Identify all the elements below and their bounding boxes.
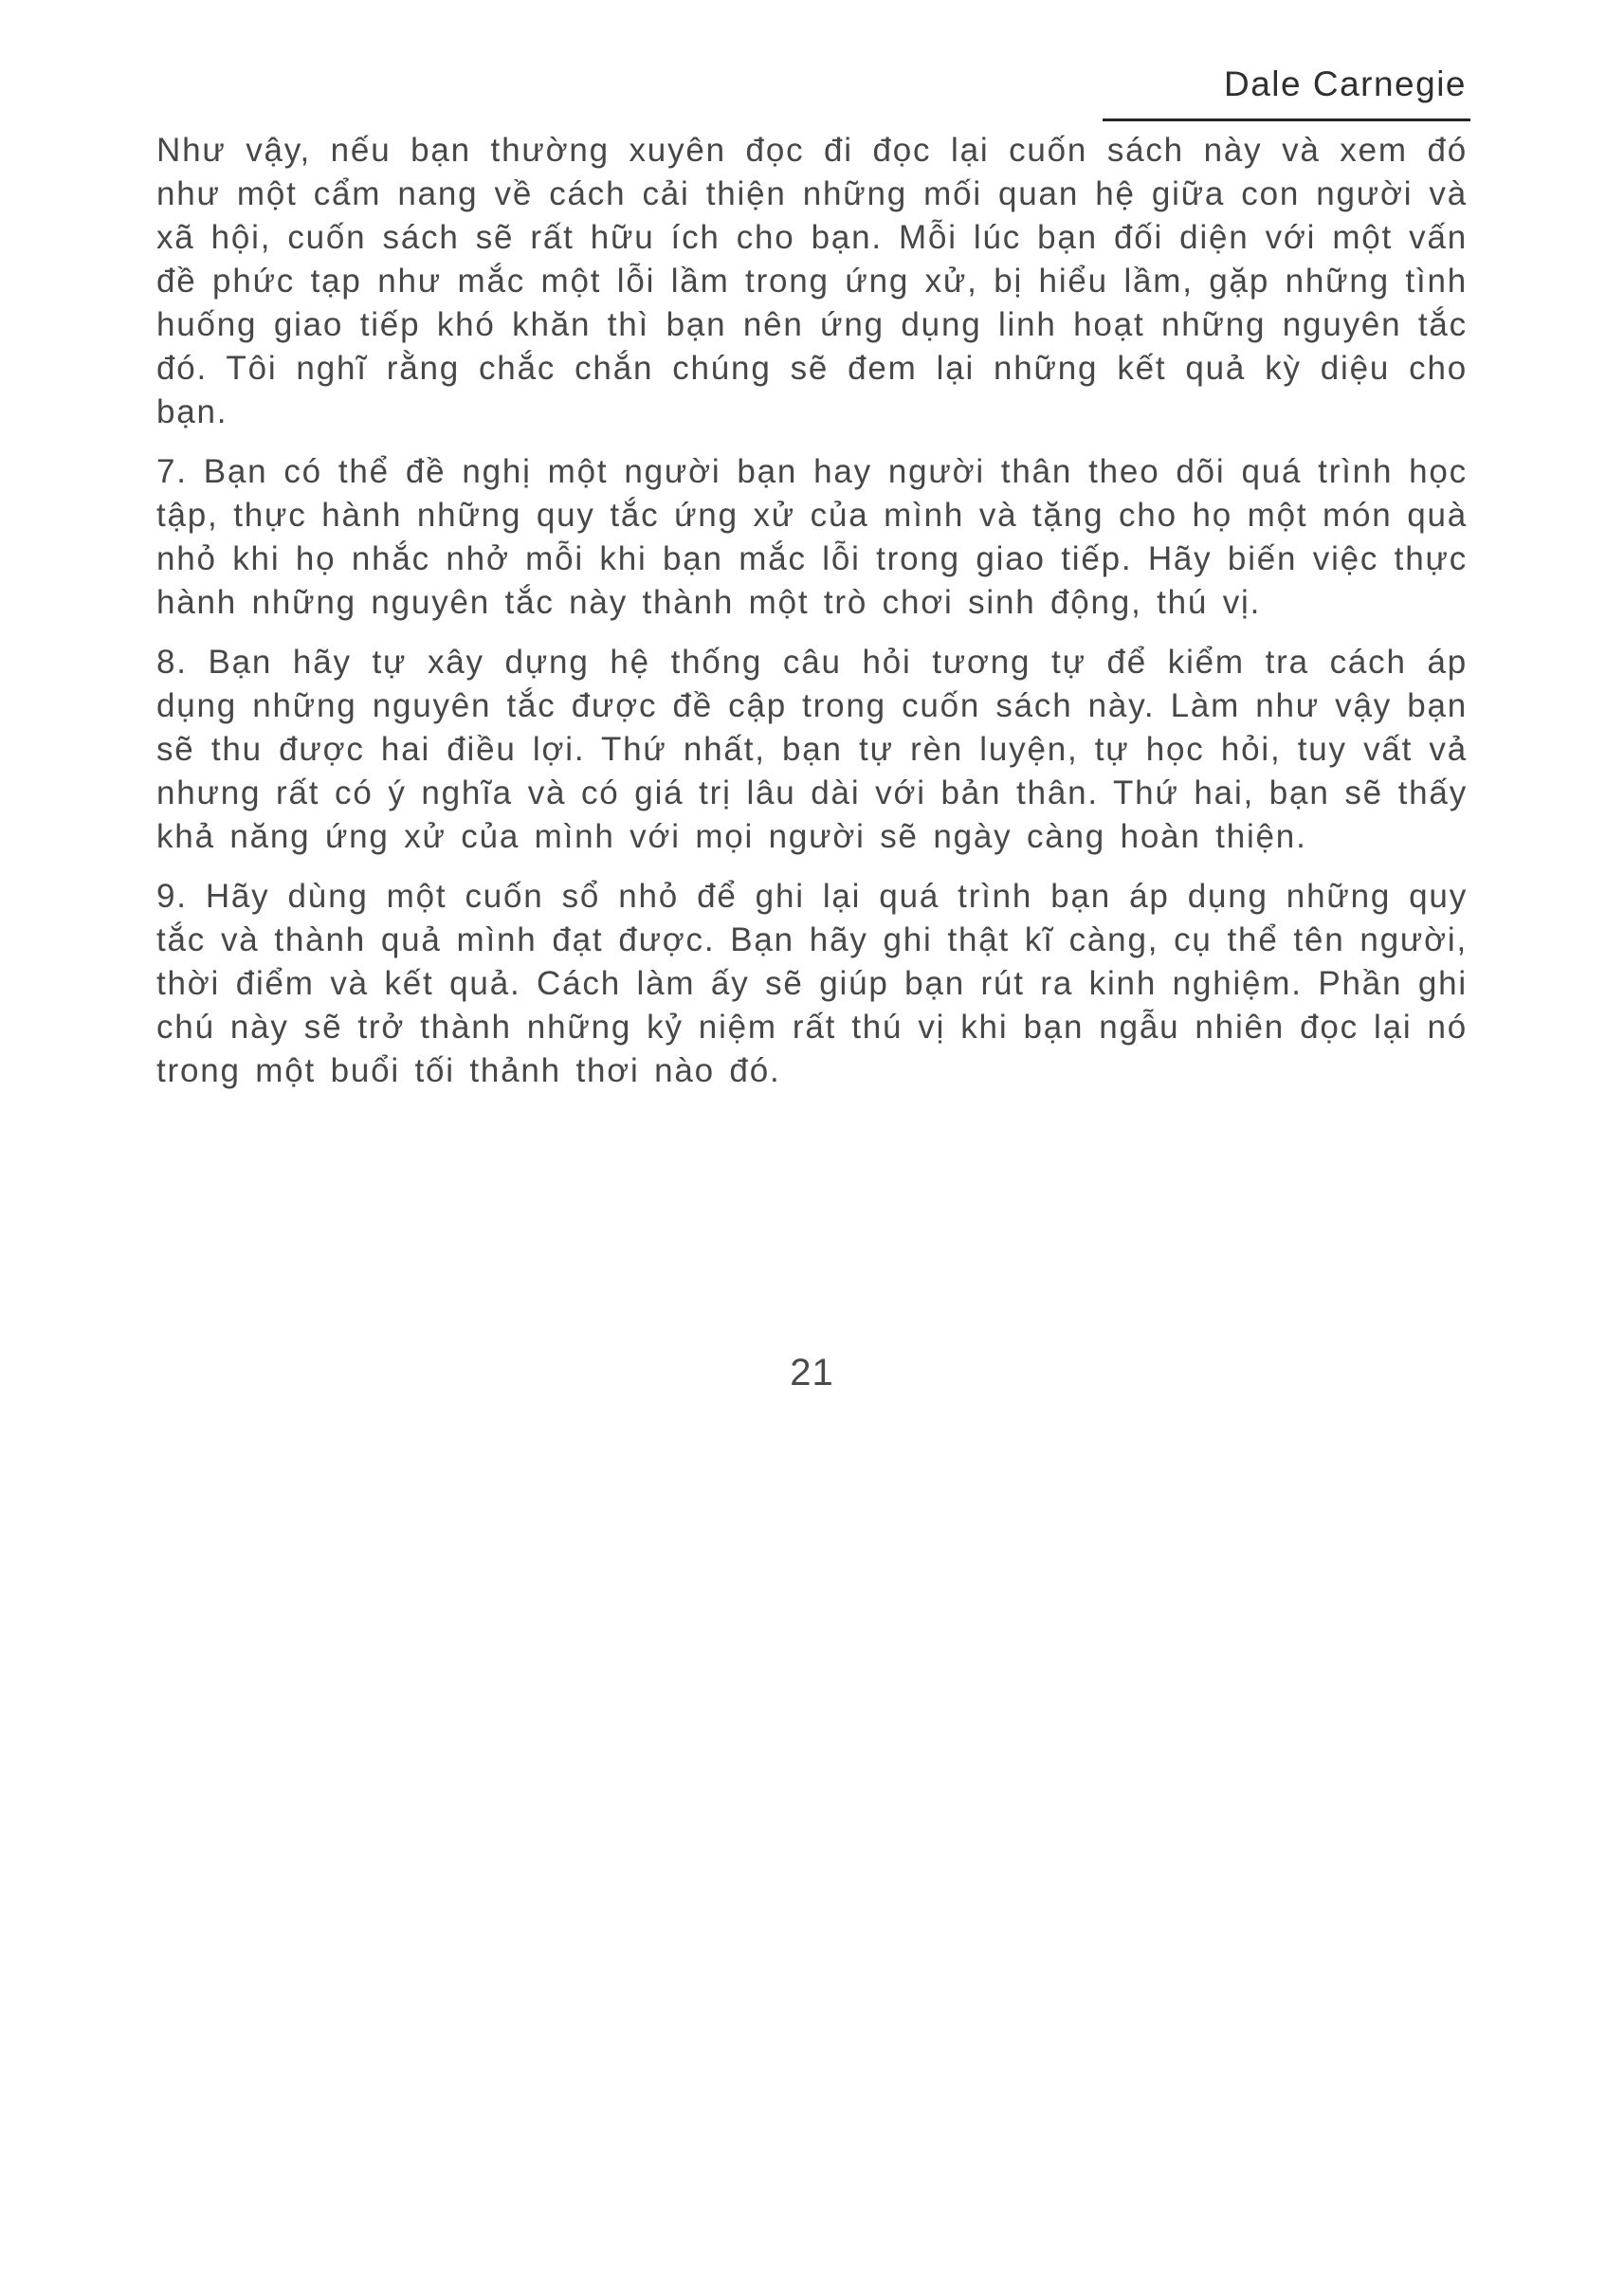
page-footer [0,1352,1624,1394]
page-body [156,129,1468,1109]
paragraph-item-7: 7. Bạn có thể đề nghị một người bạn hay người thân theo dõi quá trình học tập, thực hành những quy tắc ứng xử của mình và tặng cho họ một món quà nhỏ khi họ nhắc nhở mỗi khi bạn mắc lỗi trong giao tiếp. Hãy biến việc thực hành những nguyên tắc này thành một trò chơi sinh động, thú vị. [156,453,1468,621]
author-name: Dale Carnegie [1103,64,1470,121]
page-number: 21 [790,1352,834,1393]
page-header [1103,64,1470,121]
paragraph-item-9: 9. Hãy dùng một cuốn sổ nhỏ để ghi lại quá trình bạn áp dụng những quy tắc và thành quả mình đạt được. Bạn hãy ghi thật kĩ càng, cụ thể tên người, thời điểm và kết quả. Cách làm ấy sẽ giúp bạn rút ra kinh nghiệm. Phần ghi chú này sẽ trở thành những kỷ niệm rất thú vị khi bạn ngẫu nhiên đọc lại nó trong một buổi tối thảnh thơi nào đó. [156,878,1468,1089]
paragraph-item-8: 8. Bạn hãy tự xây dựng hệ thống câu hỏi tương tự để kiểm tra cách áp dụng những nguyên tắc được đề cập trong cuốn sách này. Làm như vậy bạn sẽ thu được hai điều lợi. Thứ nhất, bạn tự rèn luyện, tự học hỏi, tuy vất vả nhưng rất có ý nghĩa và có giá trị lâu dài với bản thân. Thứ hai, bạn sẽ thấy khả năng ứng xử của mình với mọi người sẽ ngày càng hoàn thiện. [156,644,1468,855]
paragraph-intro: Như vậy, nếu bạn thường xuyên đọc đi đọc lại cuốn sách này và xem đó như một cẩm nang về cách cải thiện những mối quan hệ giữa con người và xã hội, cuốn sách sẽ rất hữu ích cho bạn. Mỗi lúc bạn đối diện với một vấn đề phức tạp như mắc một lỗi lầm trong ứng xử, bị hiểu lầm, gặp những tình huống giao tiếp khó khăn thì bạn nên ứng dụng linh hoạt những nguyên tắc đó. Tôi nghĩ rằng chắc chắn chúng sẽ đem lại những kết quả kỳ diệu cho bạn. [156,132,1468,430]
